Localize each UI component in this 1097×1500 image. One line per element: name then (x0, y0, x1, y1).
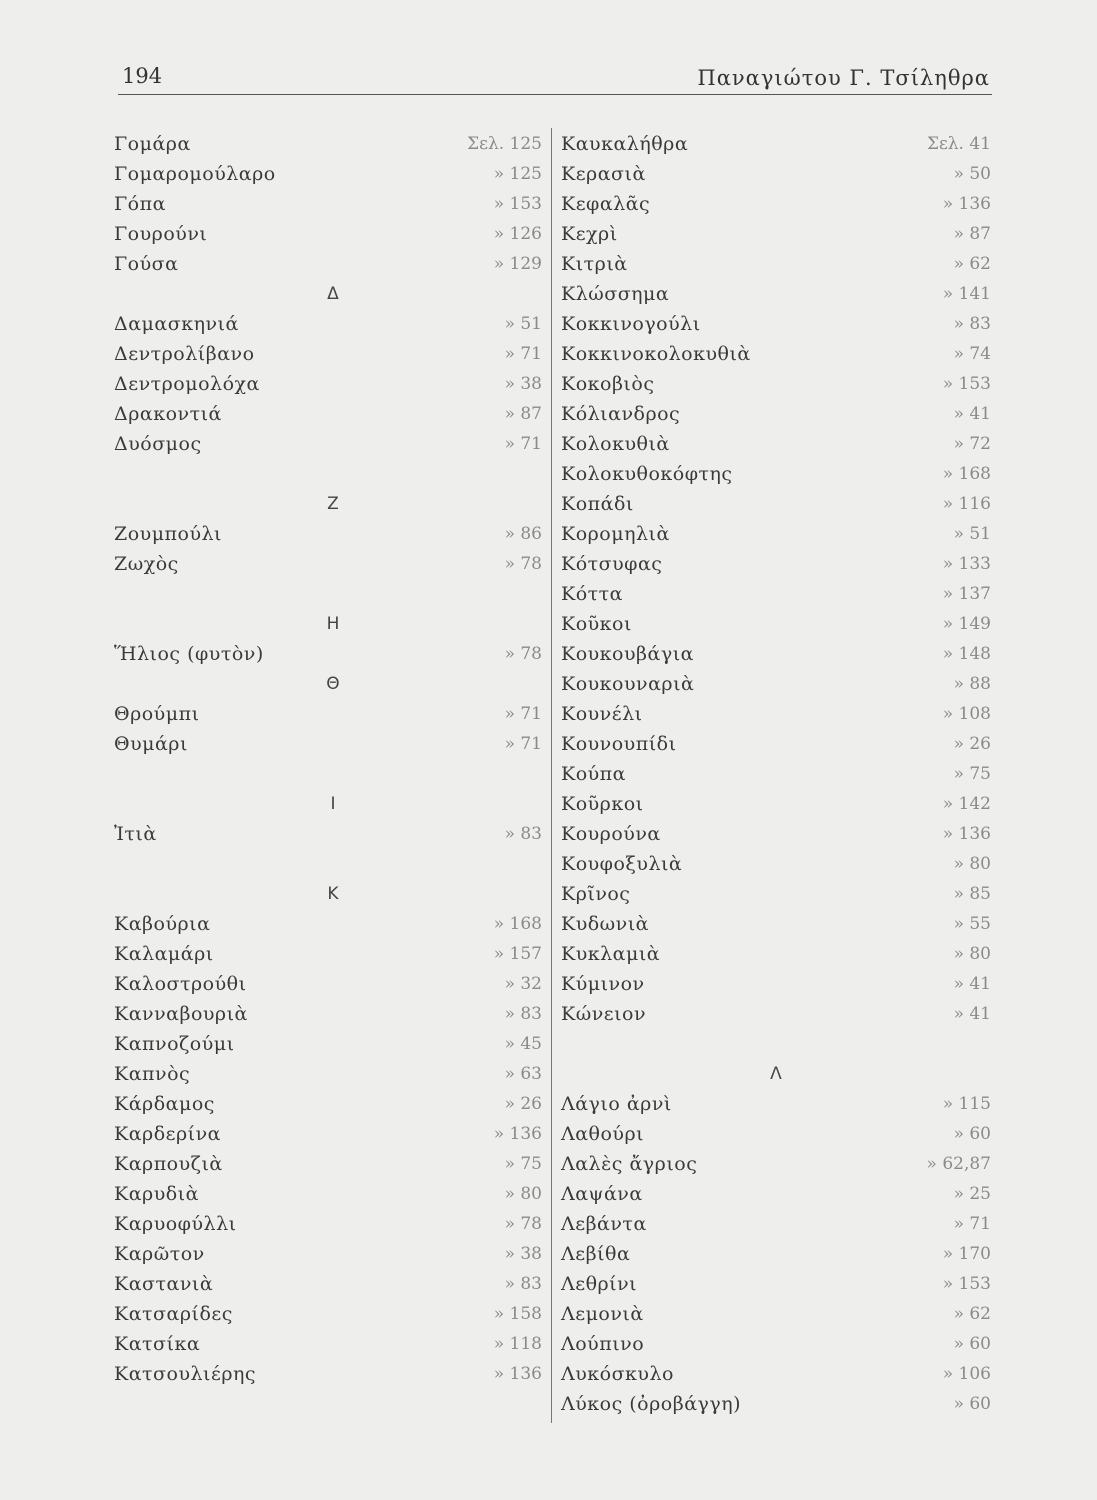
index-entry (561, 1269, 991, 1299)
index-entry (114, 339, 542, 369)
index-column-right (561, 129, 991, 1419)
page-reference: » 115 (942, 1094, 991, 1114)
entry-term: Καρπουζιὰ (114, 1153, 223, 1175)
page-reference: » 136 (493, 1364, 542, 1384)
page-reference: » 158 (493, 1304, 542, 1324)
page-reference: » 83 (953, 314, 991, 334)
section-letter: Η (326, 614, 340, 634)
index-entry (561, 999, 991, 1029)
index-entry (114, 369, 542, 399)
entry-term: Ἰτιὰ (114, 823, 157, 845)
index-entry (561, 639, 991, 669)
entry-term: Λαθούρι (561, 1123, 645, 1145)
page-reference: » 75 (504, 1154, 542, 1174)
index-entry (114, 939, 542, 969)
entry-term: Κρῖνος (561, 883, 631, 905)
entry-term: Κλώσσημα (561, 283, 670, 305)
page-reference: » 125 (493, 164, 542, 184)
page-reference: » 83 (504, 1274, 542, 1294)
entry-term: Καλοστρούθι (114, 973, 247, 995)
page-reference: » 25 (953, 1184, 991, 1204)
page-reference: » 38 (504, 1244, 542, 1264)
page-reference: » 116 (942, 494, 991, 514)
column-divider (551, 128, 552, 1423)
entry-term: Ζωχὸς (114, 553, 179, 575)
index-entry (561, 1389, 991, 1419)
index-entry (114, 219, 542, 249)
page-reference: » 78 (504, 644, 542, 664)
index-entry (561, 909, 991, 939)
page-reference: » 80 (953, 854, 991, 874)
page-reference: » 60 (953, 1394, 991, 1414)
index-entry (114, 1209, 542, 1239)
index-entry (114, 1059, 542, 1089)
index-entry (114, 249, 542, 279)
index-entry (114, 639, 542, 669)
page-reference: » 141 (942, 284, 991, 304)
index-entry (561, 1329, 991, 1359)
entry-term: Κουκουβάγια (561, 643, 694, 665)
entry-term: Κάρδαμος (114, 1093, 215, 1115)
page-reference: » 136 (493, 1124, 542, 1144)
entry-term: Λεβάντα (561, 1213, 647, 1235)
index-entry (114, 699, 542, 729)
index-entry (561, 759, 991, 789)
entry-term: Κόττα (561, 583, 623, 605)
page-reference: » 87 (504, 404, 542, 424)
page-reference: » 153 (942, 374, 991, 394)
page-reference: » 80 (953, 944, 991, 964)
entry-term: Λυκόσκυλο (561, 1363, 674, 1385)
section-letter: Δ (327, 284, 339, 304)
entry-term: Κοῦρκοι (561, 793, 644, 815)
entry-term: Κουνέλι (561, 703, 643, 725)
page-reference: » 153 (942, 1274, 991, 1294)
index-entry (114, 519, 542, 549)
page-reference: » 170 (942, 1244, 991, 1264)
page-reference: » 60 (953, 1124, 991, 1144)
page-reference: Σελ. 125 (467, 134, 542, 154)
page-reference: » 106 (942, 1364, 991, 1384)
index-entry (561, 699, 991, 729)
index-entry (114, 909, 542, 939)
index-entry (561, 399, 991, 429)
index-entry (561, 549, 991, 579)
entry-term: Γομαρομούλαρο (114, 163, 276, 185)
entry-term: Λεμονιὰ (561, 1303, 644, 1325)
entry-term: Κιτριὰ (561, 253, 628, 275)
index-entry (561, 339, 991, 369)
entry-term: Κατσουλιέρης (114, 1363, 257, 1385)
page-reference: » 71 (953, 1214, 991, 1234)
index-entry (561, 849, 991, 879)
entry-term: Λεβίθα (561, 1243, 631, 1265)
page-reference: » 41 (953, 1004, 991, 1024)
page-reference: » 26 (504, 1094, 542, 1114)
index-entry (561, 1089, 991, 1119)
index-entry (114, 819, 542, 849)
page-reference: » 118 (493, 1334, 542, 1354)
entry-term: Λύκος (ὀροβάγγη) (561, 1393, 742, 1415)
page-reference: » 168 (942, 464, 991, 484)
page-reference: » 62 (953, 1304, 991, 1324)
page-reference: » 71 (504, 704, 542, 724)
entry-term: Κουφοξυλιὰ (561, 853, 683, 875)
entry-term: Κουρούνα (561, 823, 661, 845)
index-entry (561, 1239, 991, 1269)
entry-term: Θυμάρι (114, 733, 188, 755)
index-entry (114, 309, 542, 339)
index-entry (114, 1179, 542, 1209)
index-entry (114, 729, 542, 759)
index-entry (561, 489, 991, 519)
index-entry (561, 969, 991, 999)
page-reference: » 63 (504, 1064, 542, 1084)
page-reference: » 71 (504, 434, 542, 454)
page-reference: » 71 (504, 734, 542, 754)
entry-term: Θρούμπι (114, 703, 200, 725)
section-letter: Λ (770, 1064, 782, 1084)
index-entry (561, 579, 991, 609)
page-reference: » 126 (493, 224, 542, 244)
index-entry (561, 1119, 991, 1149)
page-reference: » 137 (942, 584, 991, 604)
index-entry (561, 309, 991, 339)
index-entry (561, 879, 991, 909)
entry-term: Καυκαλήθρα (561, 133, 689, 155)
page-reference: » 83 (504, 824, 542, 844)
entry-term: Κώνειον (561, 1003, 647, 1025)
spacer (114, 759, 542, 789)
entry-term: Κοπάδι (561, 493, 634, 515)
page-header (118, 60, 992, 95)
index-entry (561, 789, 991, 819)
entry-term: Λεθρίνι (561, 1273, 638, 1295)
entry-term: Κουνουπίδι (561, 733, 677, 755)
entry-term: Κόλιανδρος (561, 403, 681, 425)
index-entry (114, 399, 542, 429)
page-reference: » 72 (953, 434, 991, 454)
entry-term: Ζουμπούλι (114, 523, 223, 545)
entry-term: Κότσυφας (561, 553, 663, 575)
page-reference: » 136 (942, 194, 991, 214)
index-entry (114, 189, 542, 219)
page-reference: » 148 (942, 644, 991, 664)
index-entry (561, 939, 991, 969)
entry-term: Κεφαλᾶς (561, 193, 651, 215)
entry-term: Κυδωνιὰ (561, 913, 650, 935)
index-entry (114, 1329, 542, 1359)
page-reference: » 51 (504, 314, 542, 334)
page-reference: » 85 (953, 884, 991, 904)
page-reference: » 78 (504, 554, 542, 574)
entry-term: Κατσαρίδες (114, 1303, 233, 1325)
entry-term: Κουκουναριὰ (561, 673, 695, 695)
entry-term: Λαψάνα (561, 1183, 643, 1205)
page-reference: » 50 (953, 164, 991, 184)
entry-term: Δυόσμος (114, 433, 202, 455)
index-entry (114, 1239, 542, 1269)
entry-term: Κεχρὶ (561, 223, 618, 245)
page-reference: » 74 (953, 344, 991, 364)
index-entry (114, 549, 542, 579)
entry-term: Καλαμάρι (114, 943, 214, 965)
index-entry (114, 129, 542, 159)
entry-term: Κούπα (561, 763, 627, 785)
page-reference: » 62 (953, 254, 991, 274)
index-entry (114, 1029, 542, 1059)
index-entry (114, 429, 542, 459)
index-entry (561, 429, 991, 459)
section-letter: Θ (326, 674, 340, 694)
entry-term: Γόπα (114, 193, 166, 215)
page-reference: » 41 (953, 974, 991, 994)
index-entry (561, 669, 991, 699)
spacer (114, 849, 542, 879)
page-reference: » 38 (504, 374, 542, 394)
entry-term: Δεντρομολόχα (114, 373, 260, 395)
index-entry (114, 1119, 542, 1149)
page-reference: » 129 (493, 254, 542, 274)
page-reference: Σελ. 41 (926, 134, 991, 154)
page-reference: » 78 (504, 1214, 542, 1234)
page-reference: » 142 (942, 794, 991, 814)
page-reference: » 26 (953, 734, 991, 754)
page-reference: » 168 (493, 914, 542, 934)
entry-term: Ἥλιος (φυτὸν) (114, 643, 264, 665)
page-reference: » 108 (942, 704, 991, 724)
entry-term: Καρυοφύλλι (114, 1213, 237, 1235)
page-reference: » 153 (493, 194, 542, 214)
index-entry (561, 129, 991, 159)
page-reference: » 157 (493, 944, 542, 964)
page-reference: » 41 (953, 404, 991, 424)
index-entry (561, 1149, 991, 1179)
entry-term: Κολοκυθοκόφτης (561, 463, 733, 485)
index-entry (561, 1299, 991, 1329)
index-entry (561, 189, 991, 219)
entry-term: Καπνὸς (114, 1063, 191, 1085)
entry-term: Κατσίκα (114, 1333, 201, 1355)
running-head: Παναγιώτου Γ. Τσίληθρα (697, 66, 990, 90)
page-reference: » 55 (953, 914, 991, 934)
page-reference: » 71 (504, 344, 542, 364)
section-letter: Ι (330, 794, 336, 814)
entry-term: Κοῦκοι (561, 613, 632, 635)
entry-term: Κοκκινογούλι (561, 313, 701, 335)
page-reference: » 87 (953, 224, 991, 244)
page-reference: » 133 (942, 554, 991, 574)
section-letter: Ζ (327, 494, 339, 514)
index-entry (114, 159, 542, 189)
index-entry (561, 249, 991, 279)
entry-term: Καπνοζούμι (114, 1033, 235, 1055)
entry-term: Δεντρολίβανο (114, 343, 255, 365)
page-reference: » 60 (953, 1334, 991, 1354)
entry-term: Γούσα (114, 253, 179, 275)
index-entry (561, 1359, 991, 1389)
page-reference: » 80 (504, 1184, 542, 1204)
spacer (561, 1029, 991, 1059)
entry-term: Καρδερίνα (114, 1123, 221, 1145)
index-entry (114, 1359, 542, 1389)
entry-term: Κολοκυθιὰ (561, 433, 670, 455)
entry-term: Γουρούνι (114, 223, 208, 245)
entry-term: Καρυδιὰ (114, 1183, 199, 1205)
entry-term: Κανναβουριὰ (114, 1003, 248, 1025)
page-reference: » 88 (953, 674, 991, 694)
entry-term: Γομάρα (114, 133, 191, 155)
page-reference: » 75 (953, 764, 991, 784)
entry-term: Κερασιὰ (561, 163, 646, 185)
page-reference: » 45 (504, 1034, 542, 1054)
entry-term: Κορομηλιὰ (561, 523, 670, 545)
page-reference: » 136 (942, 824, 991, 844)
entry-term: Κοκκινοκολοκυθιὰ (561, 343, 751, 365)
entry-term: Λούπινο (561, 1333, 645, 1355)
index-column-left (114, 129, 542, 1389)
index-entry (114, 1299, 542, 1329)
entry-term: Λάγιο ἀρνὶ (561, 1093, 672, 1115)
index-entry (561, 729, 991, 759)
index-entry (561, 609, 991, 639)
index-entry (561, 219, 991, 249)
index-entry (114, 1269, 542, 1299)
entry-term: Καβούρια (114, 913, 211, 935)
page-reference: » 83 (504, 1004, 542, 1024)
entry-term: Κυκλαμιὰ (561, 943, 661, 965)
page-reference: » 86 (504, 524, 542, 544)
spacer (114, 579, 542, 609)
index-entry (561, 819, 991, 849)
index-entry (114, 969, 542, 999)
entry-term: Δρακοντιά (114, 403, 222, 425)
entry-term: Δαμασκηνιά (114, 313, 239, 335)
index-entry (561, 1179, 991, 1209)
spacer (114, 459, 542, 489)
index-entry (561, 159, 991, 189)
index-entry (561, 459, 991, 489)
index-entry (114, 1149, 542, 1179)
entry-term: Καρῶτον (114, 1243, 205, 1265)
page-reference: » 149 (942, 614, 991, 634)
index-entry (561, 369, 991, 399)
page-reference: » 62,87 (926, 1154, 991, 1174)
page-number: 194 (122, 64, 163, 88)
index-entry (114, 1089, 542, 1119)
entry-term: Κύμινον (561, 973, 645, 995)
section-letter: Κ (327, 884, 339, 904)
index-entry (561, 519, 991, 549)
entry-term: Λαλὲς ἄγριος (561, 1153, 698, 1175)
entry-term: Καστανιὰ (114, 1273, 214, 1295)
index-entry (114, 999, 542, 1029)
page-reference: » 32 (504, 974, 542, 994)
index-entry (561, 1209, 991, 1239)
index-entry (561, 279, 991, 309)
page-reference: » 51 (953, 524, 991, 544)
entry-term: Κοκοβιὸς (561, 373, 655, 395)
